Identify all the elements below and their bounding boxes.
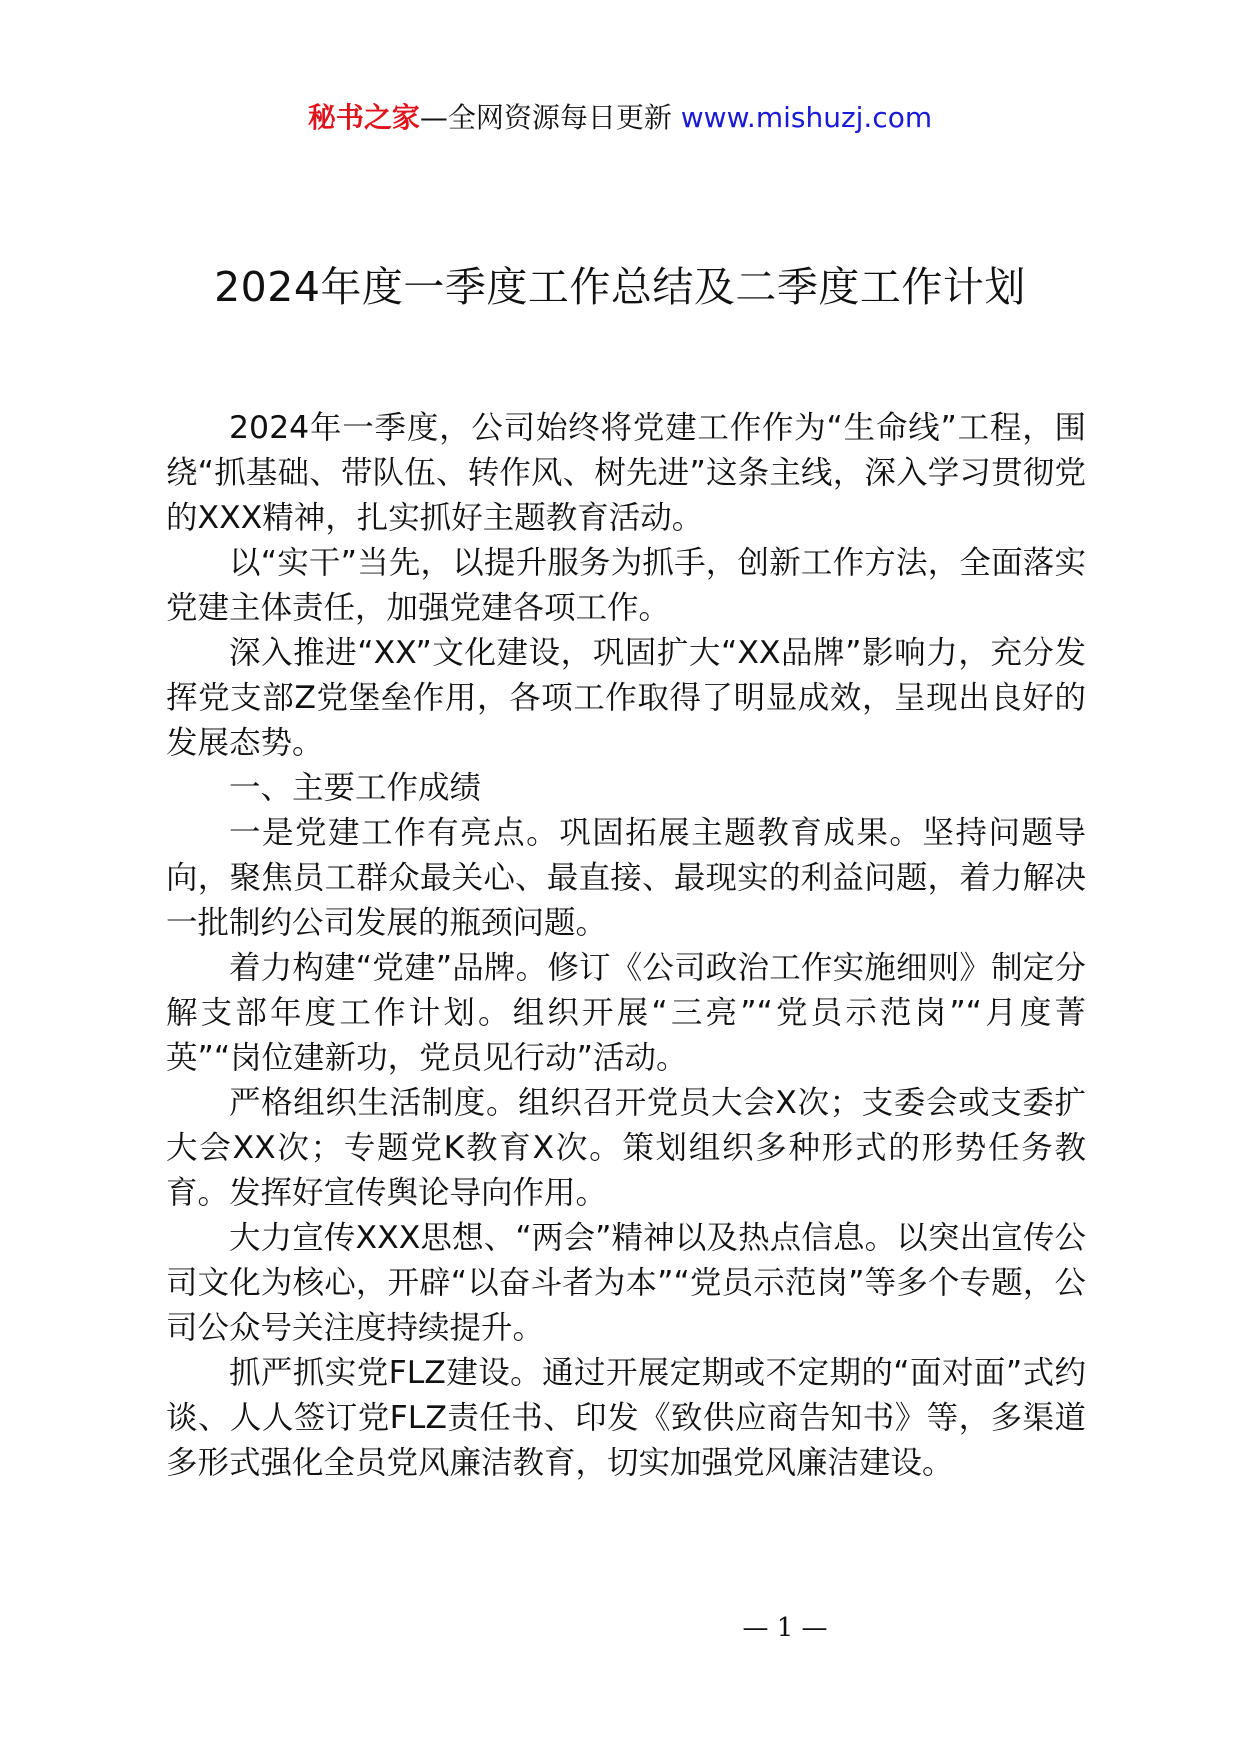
header-url-link[interactable]: www.mishuzj.com [680,101,933,134]
page-number: — 1 — [742,1613,828,1643]
paragraph: 大力宣传XXX思想、“两会”精神以及热点信息。以突出宣传公司文化为核心，开辟“以奋斗者为本”“党员示范岗”等多个专题，公司公众号关注度持续提升。 [166,1220,1086,1346]
paragraph: 严格组织生活制度。组织召开党员大会X次；支委会或支委扩大会XX次；专题党K教育X次。策划组织多种形式的形势任务教育。发挥好宣传舆论导向作用。 [166,1085,1086,1211]
paragraph: 2024年一季度，公司始终将党建工作作为“生命线”工程，围绕“抓基础、带队伍、转作风、树先进”这条主线，深入学习贯彻党的XXX精神，扎实抓好主题教育活动。 [166,410,1086,536]
header-banner [0,98,1240,138]
paragraph: 以“实干”当先，以提升服务为抓手，创新工作方法，全面落实党建主体责任，加强党建各项工作。 [166,545,1086,626]
document-body [166,406,1086,1486]
header-tagline: —全网资源每日更新 [419,101,681,134]
page-number-footer [0,1610,1240,1646]
brand-name: 秘书之家 [307,101,420,134]
paragraph: 深入推进“XX”文化建设，巩固扩大“XX品牌”影响力，充分发挥党支部Z党堡垒作用，各项工作取得了明显成效，呈现出良好的发展态势。 [166,635,1086,761]
paragraph: 一是党建工作有亮点。巩固拓展主题教育成果。坚持问题导向，聚焦员工群众最关心、最直接、最现实的利益问题，着力解决一批制约公司发展的瓶颈问题。 [166,815,1086,941]
paragraph: 着力构建“党建”品牌。修订《公司政治工作实施细则》制定分解支部年度工作计划。组织开展“三亮”“党员示范岗”“月度菁英”“岗位建新功，党员见行动”活动。 [166,950,1086,1076]
section-heading: 一、主要工作成绩 [229,770,482,806]
paragraph: 抓严抓实党FLZ建设。通过开展定期或不定期的“面对面”式约谈、人人签订党FLZ责任书、印发《致供应商告知书》等，多渠道多形式强化全员党风廉洁教育，切实加强党风廉洁建设。 [166,1355,1086,1481]
document-title: 2024年度一季度工作总结及二季度工作计划 [214,263,1026,311]
